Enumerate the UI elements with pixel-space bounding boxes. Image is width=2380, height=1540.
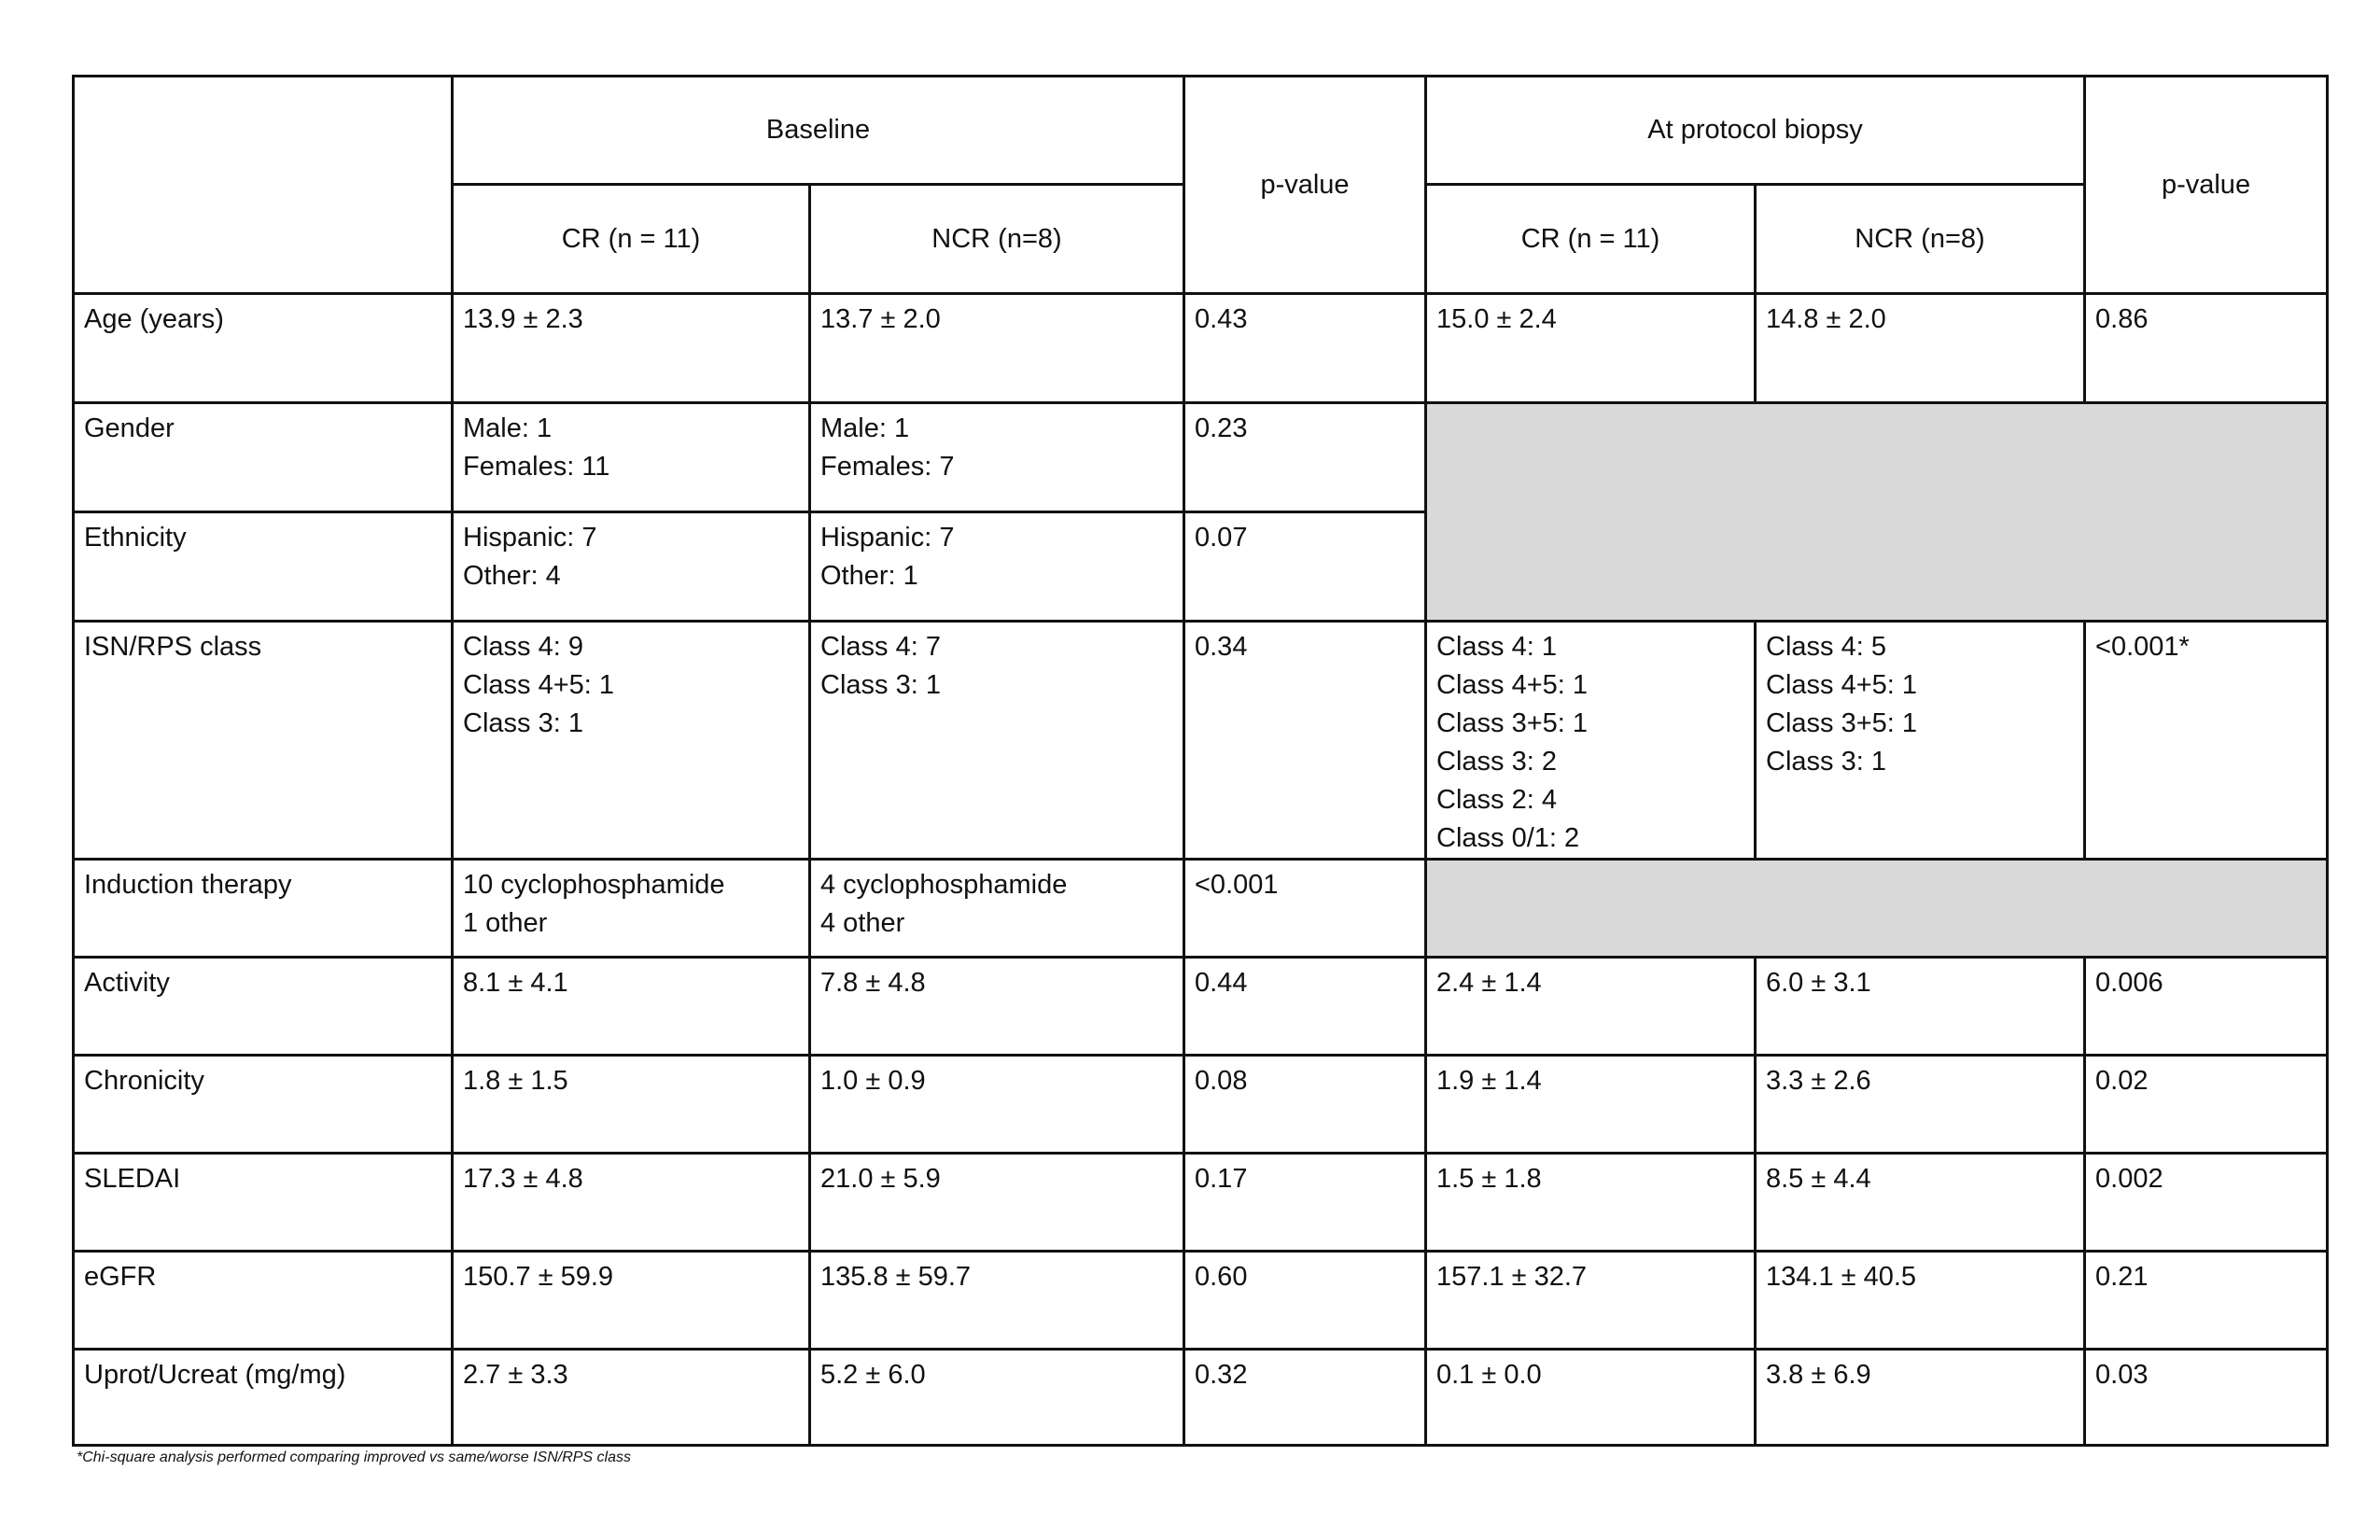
header-cr-biopsy: CR (n = 11) bbox=[1426, 185, 1756, 294]
cell-cr-baseline: Male: 1 Females: 11 bbox=[453, 403, 810, 512]
header-row-1 bbox=[74, 77, 2328, 185]
cell-ncr-biopsy: 14.8 ± 2.0 bbox=[1756, 294, 2085, 403]
cell-ncr-biopsy: Class 4: 5 Class 4+5: 1 Class 3+5: 1 Class 3: 1 bbox=[1756, 622, 2085, 860]
cell-ncr-biopsy: 134.1 ± 40.5 bbox=[1756, 1252, 2085, 1350]
cell-p-biopsy: 0.006 bbox=[2085, 958, 2328, 1056]
cell-cr-biopsy: 0.1 ± 0.0 bbox=[1426, 1350, 1756, 1446]
cell-ncr-biopsy: 3.8 ± 6.9 bbox=[1756, 1350, 2085, 1446]
cell-p-biopsy: 0.21 bbox=[2085, 1252, 2328, 1350]
row-label: Induction therapy bbox=[74, 860, 453, 958]
cell-cr-biopsy: 157.1 ± 32.7 bbox=[1426, 1252, 1756, 1350]
cell-cr-baseline: 2.7 ± 3.3 bbox=[453, 1350, 810, 1446]
cell-p-baseline: 0.08 bbox=[1184, 1056, 1426, 1154]
cell-ncr-biopsy: 8.5 ± 4.4 bbox=[1756, 1154, 2085, 1252]
table-row-egfr bbox=[74, 1252, 2328, 1350]
cell-ncr-baseline: 13.7 ± 2.0 bbox=[810, 294, 1184, 403]
row-label: ISN/RPS class bbox=[74, 622, 453, 860]
cell-ncr-baseline: 1.0 ± 0.9 bbox=[810, 1056, 1184, 1154]
header-cr-baseline: CR (n = 11) bbox=[453, 185, 810, 294]
cell-p-biopsy: 0.02 bbox=[2085, 1056, 2328, 1154]
row-label: Activity bbox=[74, 958, 453, 1056]
row-label: Chronicity bbox=[74, 1056, 453, 1154]
table-row-sledai bbox=[74, 1154, 2328, 1252]
row-label: eGFR bbox=[74, 1252, 453, 1350]
cell-p-baseline: 0.32 bbox=[1184, 1350, 1426, 1446]
header-p-value-baseline: p-value bbox=[1184, 77, 1426, 294]
cell-ncr-baseline: Male: 1 Females: 7 bbox=[810, 403, 1184, 512]
shaded-cell-demographics bbox=[1426, 403, 2328, 622]
cell-cr-biopsy: Class 4: 1 Class 4+5: 1 Class 3+5: 1 Class 3: 2 Class 2: 4 Class 0/1: 2 bbox=[1426, 622, 1756, 860]
cell-p-baseline: 0.34 bbox=[1184, 622, 1426, 860]
comparison-table bbox=[72, 75, 2329, 1447]
cell-p-biopsy: <0.001* bbox=[2085, 622, 2328, 860]
cell-ncr-biopsy: 3.3 ± 2.6 bbox=[1756, 1056, 2085, 1154]
shaded-cell-induction bbox=[1426, 860, 2328, 958]
table-row-isn-rps-class bbox=[74, 622, 2328, 860]
cell-ncr-baseline: 4 cyclophosphamide 4 other bbox=[810, 860, 1184, 958]
cell-ncr-baseline: Class 4: 7 Class 3: 1 bbox=[810, 622, 1184, 860]
cell-ncr-baseline: Hispanic: 7 Other: 1 bbox=[810, 512, 1184, 622]
cell-p-baseline: 0.07 bbox=[1184, 512, 1426, 622]
cell-p-biopsy: 0.03 bbox=[2085, 1350, 2328, 1446]
cell-cr-baseline: 17.3 ± 4.8 bbox=[453, 1154, 810, 1252]
cell-ncr-baseline: 21.0 ± 5.9 bbox=[810, 1154, 1184, 1252]
table-row-chronicity bbox=[74, 1056, 2328, 1154]
cell-cr-baseline: 8.1 ± 4.1 bbox=[453, 958, 810, 1056]
cell-cr-baseline: 10 cyclophosphamide 1 other bbox=[453, 860, 810, 958]
cell-cr-baseline: Class 4: 9 Class 4+5: 1 Class 3: 1 bbox=[453, 622, 810, 860]
cell-cr-baseline: 13.9 ± 2.3 bbox=[453, 294, 810, 403]
header-p-value-biopsy: p-value bbox=[2085, 77, 2328, 294]
cell-p-baseline: 0.23 bbox=[1184, 403, 1426, 512]
row-label: Ethnicity bbox=[74, 512, 453, 622]
cell-cr-baseline: Hispanic: 7 Other: 4 bbox=[453, 512, 810, 622]
table-row-activity bbox=[74, 958, 2328, 1056]
table-footnote: *Chi-square analysis performed comparing improved vs same/worse ISN/RPS class bbox=[77, 1449, 631, 1465]
cell-p-baseline: 0.43 bbox=[1184, 294, 1426, 403]
table-row-uprot-ucreat bbox=[74, 1350, 2328, 1446]
row-label: Age (years) bbox=[74, 294, 453, 403]
row-label: Uprot/Ucreat (mg/mg) bbox=[74, 1350, 453, 1446]
cell-cr-biopsy: 1.9 ± 1.4 bbox=[1426, 1056, 1756, 1154]
cell-cr-biopsy: 15.0 ± 2.4 bbox=[1426, 294, 1756, 403]
row-label: Gender bbox=[74, 403, 453, 512]
cell-p-baseline: <0.001 bbox=[1184, 860, 1426, 958]
table-row-gender bbox=[74, 403, 2328, 512]
cell-ncr-baseline: 5.2 ± 6.0 bbox=[810, 1350, 1184, 1446]
header-empty-cell bbox=[74, 77, 453, 294]
cell-p-baseline: 0.17 bbox=[1184, 1154, 1426, 1252]
table-row-age bbox=[74, 294, 2328, 403]
header-ncr-baseline: NCR (n=8) bbox=[810, 185, 1184, 294]
header-ncr-biopsy: NCR (n=8) bbox=[1756, 185, 2085, 294]
cell-ncr-baseline: 135.8 ± 59.7 bbox=[810, 1252, 1184, 1350]
header-baseline: Baseline bbox=[453, 77, 1184, 185]
table-row-induction-therapy bbox=[74, 860, 2328, 958]
cell-p-baseline: 0.60 bbox=[1184, 1252, 1426, 1350]
cell-p-biopsy: 0.86 bbox=[2085, 294, 2328, 403]
cell-p-baseline: 0.44 bbox=[1184, 958, 1426, 1056]
cell-cr-biopsy: 1.5 ± 1.8 bbox=[1426, 1154, 1756, 1252]
cell-ncr-baseline: 7.8 ± 4.8 bbox=[810, 958, 1184, 1056]
cell-cr-biopsy: 2.4 ± 1.4 bbox=[1426, 958, 1756, 1056]
cell-p-biopsy: 0.002 bbox=[2085, 1154, 2328, 1252]
cell-cr-baseline: 150.7 ± 59.9 bbox=[453, 1252, 810, 1350]
cell-cr-baseline: 1.8 ± 1.5 bbox=[453, 1056, 810, 1154]
header-at-protocol-biopsy: At protocol biopsy bbox=[1426, 77, 2085, 185]
cell-ncr-biopsy: 6.0 ± 3.1 bbox=[1756, 958, 2085, 1056]
row-label: SLEDAI bbox=[74, 1154, 453, 1252]
